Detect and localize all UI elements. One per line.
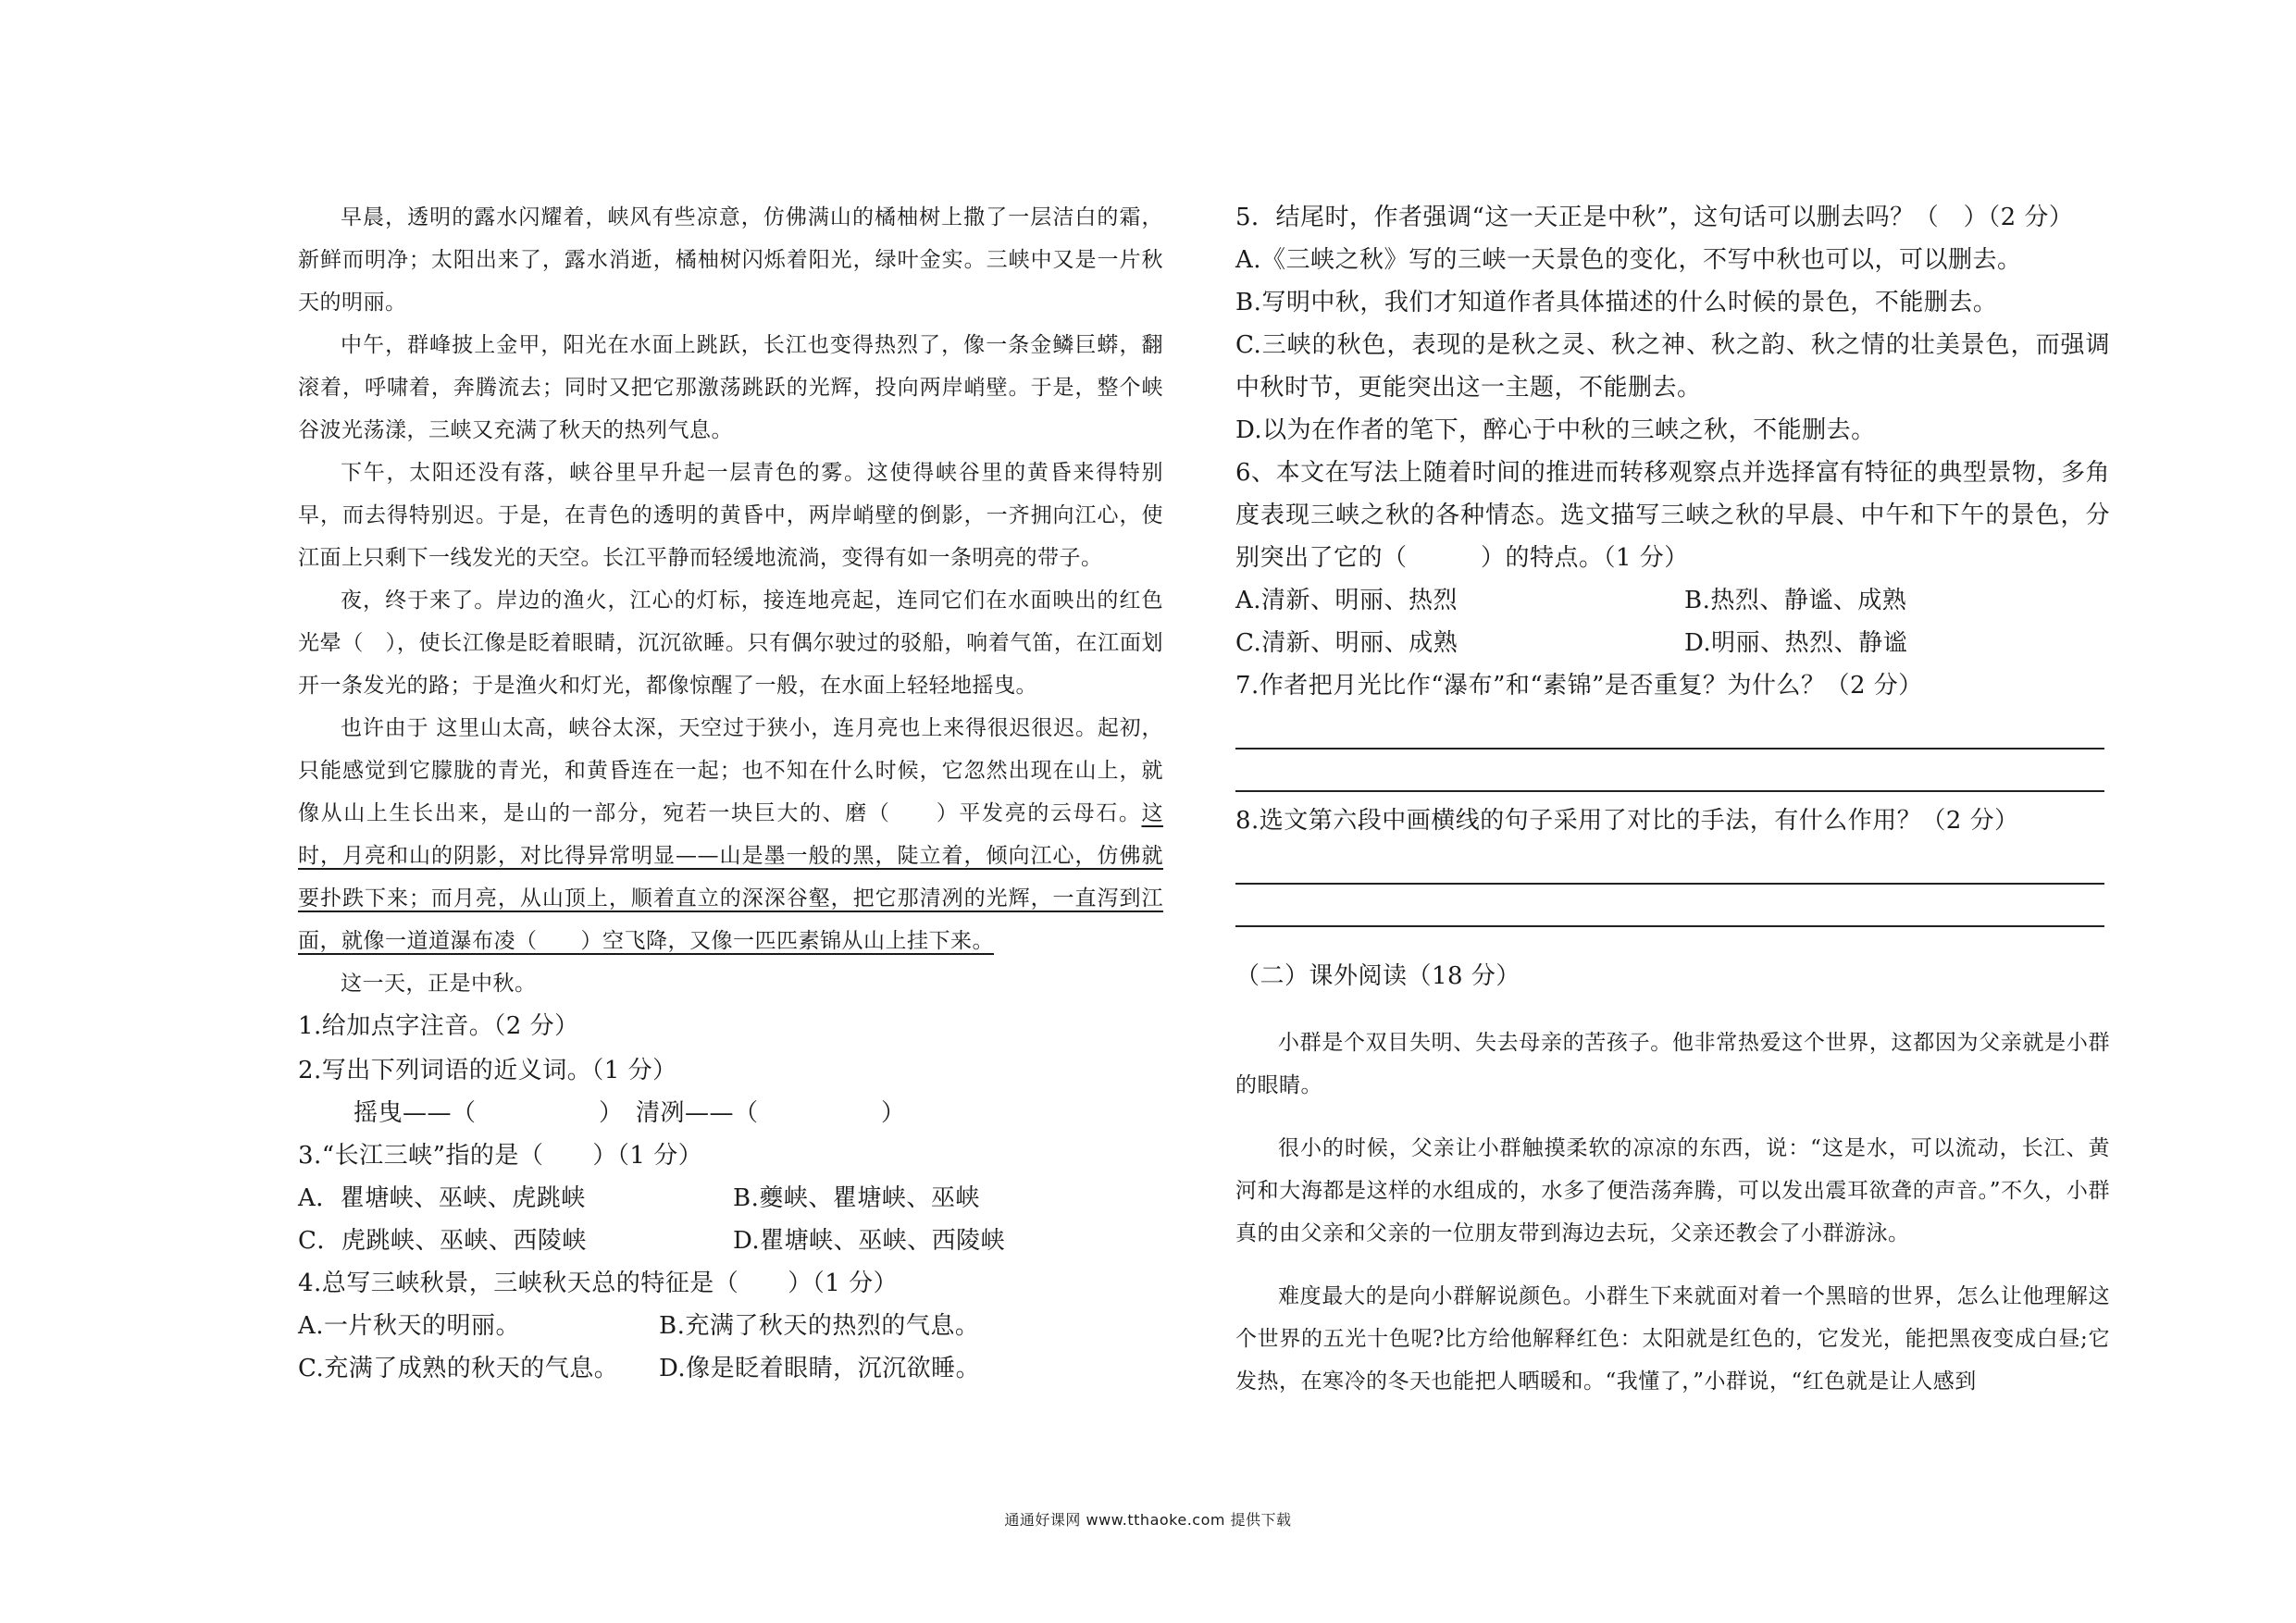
extra-reading-paragraph-1: 小群是个双目失明、失去母亲的苦孩子。他非常热爱这个世界，这都因为父亲就是小群的眼睛。 xyxy=(1235,1031,2110,1097)
question-5-option-a: A.《三峡之秋》写的三峡一天景色的变化，不写中秋也可以，可以删去。 xyxy=(1235,246,2022,274)
question-5-option-c: C.三峡的秋色，表现的是秋之灵、秋之神、秋之韵、秋之情的壮美景色，而强调中秋时节，更能突出这一主题，不能删去。 xyxy=(1235,331,2110,402)
question-5-option-b: B.写明中秋，我们才知道作者具体描述的什么时候的景色，不能删去。 xyxy=(1235,289,1998,316)
extra-reading-paragraph-3: 难度最大的是向小群解说颜色。小群生下来就面对着一个黑暗的世界，怎么让他理解这个世界的五光十色呢?比方给他解释红色：太阳就是红色的，它发光，能把黑夜变成白昼;它发热，在寒冷的冬天也能把人晒暖和。“我懂了，”小群说，“红色就是让人感到 xyxy=(1235,1284,2110,1394)
question-5-option-d: D.以为在作者的笔下，醉心于中秋的三峡之秋，不能删去。 xyxy=(1235,416,1876,444)
option-d: D.瞿塘峡、巫峡、西陵峡 xyxy=(733,1227,1006,1255)
footer-text: 通通好课网 www.tthaoke.com 提供下载 xyxy=(1004,1511,1292,1529)
question-7: 7.作者把月光比作“瀑布”和“素锦”是否重复？为什么？（2 分） xyxy=(1235,672,1923,700)
section-title: （二）课外阅读（18 分） xyxy=(1235,962,1520,990)
question-6-options-row-2 xyxy=(1235,622,2110,664)
question-6-options-row-1 xyxy=(1235,579,2110,622)
question-8: 8.选文第六段中画横线的句子采用了对比的手法，有什么作用？（2 分） xyxy=(1235,807,2019,835)
question-4-options-row-1 xyxy=(298,1305,1163,1347)
answer-line[interactable] xyxy=(1235,750,2104,792)
passage-paragraph-2: 中午，群峰披上金甲，阳光在水面上跳跃，长江也变得热烈了，像一条金鳞巨蟒，翻滚着，呼啸着，奔腾流去；同时又把它那激荡跳跃的光辉，投向两岸峭壁。于是，整个峡谷波光荡漾，三峡又充满了秋天的热列气息。 xyxy=(298,333,1163,442)
question-4-options-row-2 xyxy=(298,1347,1163,1390)
option-a: A.清新、明丽、热烈 xyxy=(1235,587,1458,614)
passage-paragraph-3: 下午，太阳还没有落，峡谷里早升起一层青色的雾。这使得峡谷里的黄昏来得特别早，而去得特别迟。于是，在青色的透明的黄昏中，两岸峭壁的倒影，一齐拥向江心，使江面上只剩下一线发光的天空。长江平静而轻缓地流淌，变得有如一条明亮的带子。 xyxy=(298,461,1163,570)
option-c: C.充满了成熟的秋天的气息。 xyxy=(298,1355,619,1382)
answer-line[interactable] xyxy=(1235,885,2104,927)
option-a: A．瞿塘峡、巫峡、虎跳峡 xyxy=(298,1184,586,1212)
question-2-answer-line: 摇曳——（ ） 清冽——（ ） xyxy=(354,1099,906,1127)
passage-paragraph-4: 夜，终于来了。岸边的渔火，江心的灯标，接连地亮起，连同它们在水面映出的红色光晕（ ），使长江像是眨着眼睛，沉沉欲睡。只有偶尔驶过的驳船，响着气笛，在江面划开一条发光的路；于是渔火和灯光，都像惊醒了一般，在水面上轻轻地摇曳。 xyxy=(298,588,1163,698)
right-column xyxy=(1235,196,2110,1423)
option-a: A.一片秋天的明丽。 xyxy=(298,1312,521,1340)
option-b: B.热烈、静谧、成熟 xyxy=(1684,587,1907,614)
passage-paragraph-5-text: 也许由于 这里山太高，峡谷太深，天空过于狭小，连月亮也上来得很迟很迟。起初，只能感觉到它朦胧的青光，和黄昏连在一起；也不知在什么时候，它忽然出现在山上，就像从山上生长出来，是山的一部分，宛若一块巨大的、磨（ ）平发亮的云母石。 xyxy=(298,716,1163,825)
option-d: D.像是眨着眼睛，沉沉欲睡。 xyxy=(659,1355,981,1382)
passage-paragraph-6: 这一天，正是中秋。 xyxy=(341,972,537,996)
question-3-options-row-1 xyxy=(298,1177,1163,1220)
question-2: 2.写出下列词语的近义词。（1 分） xyxy=(298,1057,677,1084)
extra-reading-paragraph-2: 很小的时候，父亲让小群触摸柔软的凉凉的东西，说：“这是水，可以流动，长江、黄河和大海都是这样的水组成的，水多了便浩荡奔腾，可以发出震耳欲聋的声音。”不久，小群真的由父亲和父亲的一位朋友带到海边去玩，父亲还教会了小群游泳。 xyxy=(1235,1136,2110,1245)
passage-paragraph-1: 早晨，透明的露水闪耀着，峡风有些凉意，仿佛满山的橘柚树上撒了一层洁白的霜，新鲜而明净；太阳出来了，露水消逝，橘柚树闪烁着阳光，绿叶金实。三峡中又是一片秋天的明丽。 xyxy=(298,205,1163,315)
passage-paragraph-5 xyxy=(298,707,1163,962)
answer-line[interactable] xyxy=(1235,842,2104,885)
question-1: 1.给加点字注音。（2 分） xyxy=(298,1012,579,1040)
option-d: D.明丽、热烈、静谧 xyxy=(1684,629,1908,657)
answer-line[interactable] xyxy=(1235,707,2104,750)
question-6: 6、本文在写法上随着时间的推进而转移观察点并选择富有特征的典型景物，多角度表现三峡之秋的各种情态。选文描写三峡之秋的早晨、中午和下午的景色，分别突出了它的（ ）的特点。（1 分） xyxy=(1235,459,2110,572)
left-column xyxy=(298,196,1163,1390)
option-c: C.清新、明丽、成熟 xyxy=(1235,629,1458,657)
question-4: 4.总写三峡秋景，三峡秋天总的特征是（ ）（1 分） xyxy=(298,1270,899,1297)
option-b: B.充满了秋天的热烈的气息。 xyxy=(659,1312,980,1340)
underlined-sentence: 这时，月亮和山的阴影，对比得异常明显——山是墨一般的黑，陡立着，倾向江心，仿佛就要扑跌下来；而月亮，从山顶上，顺着直立的深深谷壑，把它那清冽的光辉，一直泻到江面，就像一道道瀑布凌（ ）空飞降，又像一匹匹素锦从山上挂下来。 xyxy=(298,801,1163,953)
question-5: 5．结尾时，作者强调“这一天正是中秋”，这句话可以删去吗？（ ）（2 分） xyxy=(1235,204,2074,231)
option-b: B.夔峡、瞿塘峡、巫峡 xyxy=(733,1184,980,1212)
question-3-options-row-2 xyxy=(298,1220,1163,1262)
option-c: C．虎跳峡、巫峡、西陵峡 xyxy=(298,1227,587,1255)
question-3: 3.“长江三峡”指的是（ ）（1 分） xyxy=(298,1142,703,1170)
